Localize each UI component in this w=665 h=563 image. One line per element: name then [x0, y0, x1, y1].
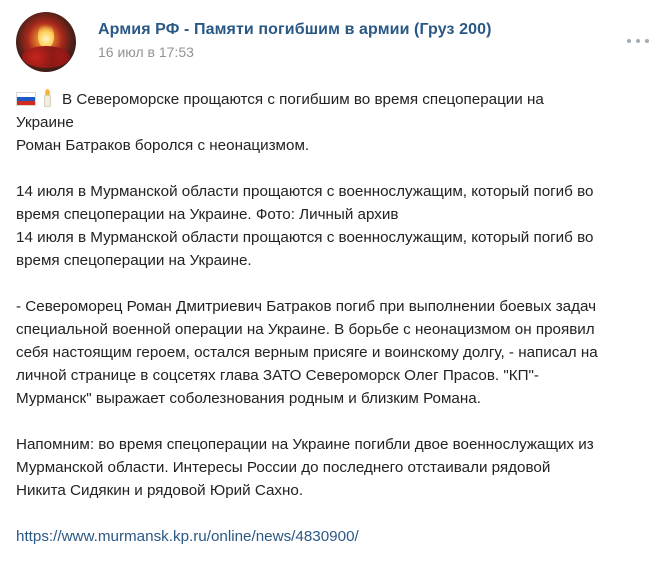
- post-header: [16, 12, 649, 70]
- russia-flag-icon: [16, 92, 36, 106]
- paragraph-gap: [16, 157, 652, 180]
- post-line: Мурманск" выражает соболезнования родным и близким Романа.: [16, 390, 481, 407]
- dot: [645, 39, 649, 43]
- post-line: 14 июля в Мурманской области прощаются с военнослужащим, который погиб во: [16, 229, 594, 246]
- post-line: В Североморске прощаются с погибшим во время спецоперации на: [16, 88, 652, 111]
- channel-name[interactable]: Армия РФ - Памяти погибшим в армии (Груз 200): [98, 21, 492, 38]
- post-line: себя настоящим героем, остался верным присяге и воинскому долгу, - написал на: [16, 344, 598, 361]
- post-time[interactable]: 16 июл в 17:53: [98, 44, 194, 60]
- paragraph-gap: [16, 272, 652, 295]
- flowers-icon: [22, 46, 70, 68]
- post-line: - Североморец Роман Дмитриевич Батраков погиб при выполнении боевых задач: [16, 298, 597, 315]
- candle-flame-icon: [38, 22, 54, 48]
- dot: [627, 39, 631, 43]
- channel-avatar[interactable]: [16, 12, 76, 72]
- post-line: специальной военной операции на Украине. В борьбе с неонацизмом он проявил: [16, 321, 595, 338]
- post-line: личной странице в соцсетях глава ЗАТО Североморск Олег Прасов. "КП"-: [16, 367, 539, 384]
- more-dots-icon[interactable]: [627, 38, 649, 44]
- post-line: время спецоперации на Украине. Фото: Личный архив: [16, 206, 399, 223]
- candle-icon: [42, 89, 52, 107]
- paragraph-gap: [16, 410, 652, 433]
- post-line: Украине: [16, 114, 74, 131]
- post-text: [16, 88, 652, 548]
- dot: [636, 39, 640, 43]
- source-link[interactable]: https://www.murmansk.kp.ru/online/news/4830900/: [16, 528, 359, 545]
- post-line: время спецоперации на Украине.: [16, 252, 252, 269]
- post-line: 14 июля в Мурманской области прощаются с военнослужащим, который погиб во: [16, 183, 594, 200]
- paragraph-gap: [16, 502, 652, 525]
- post-line: Мурманской области. Интересы России до последнего отстаивали рядовой: [16, 459, 551, 476]
- post-line: Напомним: во время спецоперации на Украине погибли двое военнослужащих из: [16, 436, 594, 453]
- post-line: Никита Сидякин и рядовой Юрий Сахно.: [16, 482, 304, 499]
- post-link-line: [16, 525, 652, 548]
- post-line: Роман Батраков боролся с неонацизмом.: [16, 137, 310, 154]
